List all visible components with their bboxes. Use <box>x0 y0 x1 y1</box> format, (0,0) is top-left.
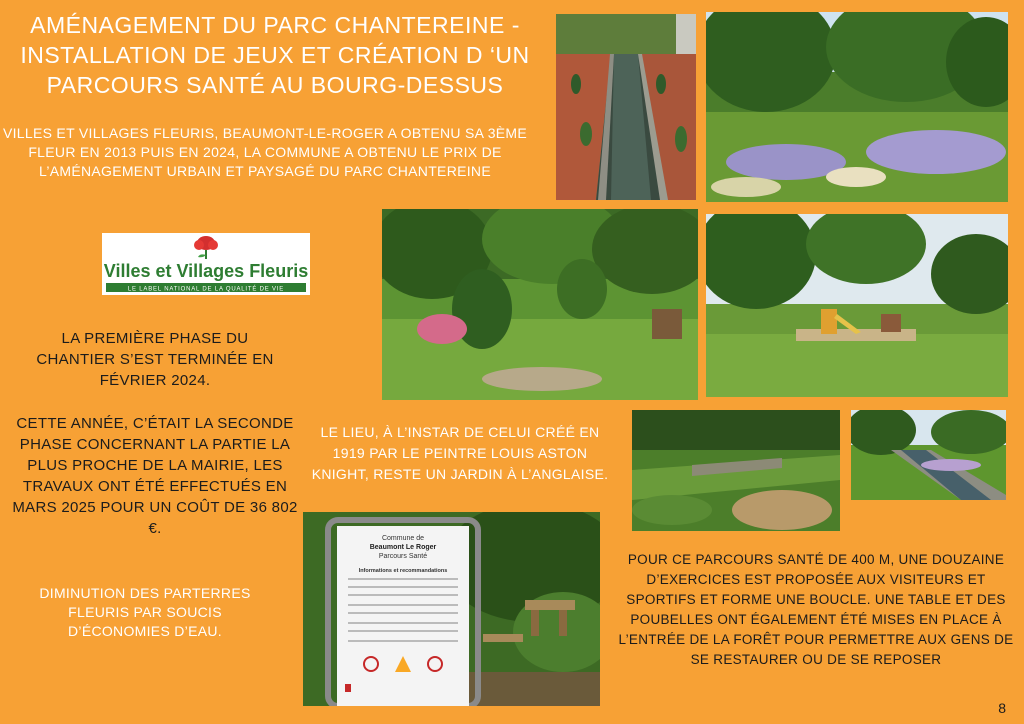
photo-garden-lawn <box>382 209 698 400</box>
photo-parcours-sign <box>303 512 600 706</box>
flower-icon <box>194 236 218 259</box>
photo-canal-park <box>851 410 1006 500</box>
svg-text:Beaumont Le Roger: Beaumont Le Roger <box>369 544 437 551</box>
villes-villages-fleuris-logo <box>102 233 310 295</box>
page-number: 8 <box>998 700 1006 716</box>
photo-playground <box>706 214 1008 397</box>
photo-canal <box>556 14 696 200</box>
phase1-text: LA PREMIÈRE PHASE DU CHANTIER S’EST TERMINÉE EN FÉVRIER 2024. <box>36 330 274 389</box>
lieu-text: LE LIEU, À L’INSTAR DE CELUI CRÉÉ EN 1919 PAR LE PEINTRE LOUIS ASTON KNIGHT, RESTE UN JARDIN À L’ANGLAISE. <box>311 424 609 482</box>
logo-name: Villes et Villages Fleuris <box>103 261 309 281</box>
svg-text:Commune de: Commune de <box>381 535 425 542</box>
photo-stream <box>632 410 840 531</box>
photo-lavender-park <box>706 12 1008 202</box>
svg-text:Informations et recommandation: Informations et recommandations <box>358 568 448 574</box>
parterres-text: DIMINUTION DES PARTERRES FLEURIS PAR SOUCIS D’ÉCONOMIES D’EAU. <box>39 585 251 639</box>
svg-text:Parcours Santé: Parcours Santé <box>378 553 428 560</box>
logo-tagline: LE LABEL NATIONAL DE LA QUALITÉ DE VIE <box>127 286 285 293</box>
intro-text: VILLES ET VILLAGES FLEURIS, BEAUMONT-LE-ROGER A OBTENU SA 3ÈME FLEUR EN 2013 PUIS EN 2024, LA COMMUNE A OBTENU LE PRIX DE L’AMÉNAGEMENT URBAIN ET PAYSAGÉ DU PARC CHANTEREINE <box>2 125 528 179</box>
parcours-text: POUR CE PARCOURS SANTÉ DE 400 M, UNE DOUZAINE D’EXERCICES EST PROPOSÉE AUX VISITEURS ET SPORTIFS ET FORME UNE BOUCLE. UNE TABLE ET DES POUBELLES ONT ÉGALEMENT ÉTÉ MISES EN PLACE À L’ENTRÉE DE LA FORÊT POUR PERMETTRE AUX GENS DE SE RESTAURER OU DE SE REPOSER <box>618 552 1014 667</box>
page-title: AMÉNAGEMENT DU PARC CHANTEREINE - INSTALLATION DE JEUX ET CRÉATION D ‘UN PARCOURS SANTÉ AU BOURG-DESSUS <box>20 12 530 98</box>
phase2-text: CETTE ANNÉE, C’ÉTAIT LA SECONDE PHASE CONCERNANT LA PARTIE LA PLUS PROCHE DE LA MAIRIE, LES TRAVAUX ONT ÉTÉ EFFECTUÉS EN MARS 2025 POUR UN COÛT DE 36 802 €. <box>12 415 298 537</box>
